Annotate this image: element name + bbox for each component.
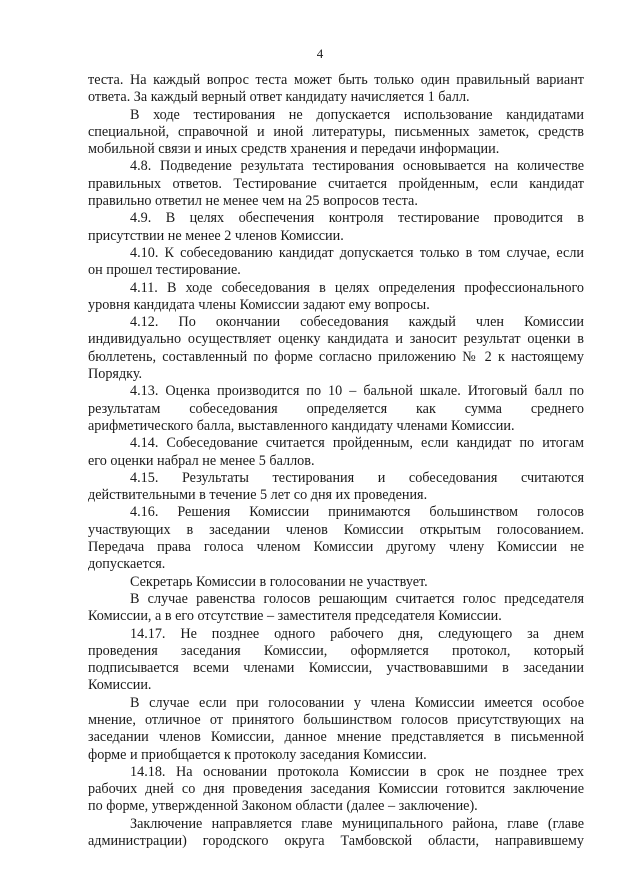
text-line: правильно ответил не менее чем на 25 вопросов теста. bbox=[88, 193, 418, 210]
text-line: В ходе тестирования не допускается использование кандидатами bbox=[130, 106, 584, 123]
text-line: правильных ответов. Тестирование считается пройденным, если кандидат bbox=[88, 175, 584, 192]
text-line: теста. На каждый вопрос теста может быть только один правильный вариант bbox=[88, 72, 584, 88]
text-line: он прошел тестирование. bbox=[88, 262, 241, 279]
text-line: уровня кандидата члены Комиссии задают ему вопросы. bbox=[88, 296, 430, 313]
text-line: 4.12. По окончании собеседования каждый член Комиссии bbox=[130, 314, 584, 331]
text-line: 4.14. Собеседование считается пройденным, если кандидат по итогам bbox=[130, 435, 584, 452]
text-line: Заключение направляется главе муниципального района, главе (главе bbox=[130, 815, 584, 832]
text-line: бюллетень, составленный по форме согласно приложению № 2 к настоящему bbox=[88, 348, 584, 365]
text-line: присутствии не менее 2 членов Комиссии. bbox=[88, 227, 344, 244]
text-line: Секретарь Комиссии в голосовании не участвует. bbox=[130, 573, 428, 590]
text-line: 4.11. В ходе собеседования в целях определения профессионального bbox=[130, 279, 584, 296]
text-line: 14.18. На основании протокола Комиссии в срок не позднее трех bbox=[130, 763, 584, 780]
text-line: рабочих дней со дня проведения заседания Комиссии готовится заключение bbox=[88, 781, 584, 798]
text-line: 4.8. Подведение результата тестирования основывается на количестве bbox=[130, 158, 584, 175]
text-line: его оценки набрал не менее 5 баллов. bbox=[88, 452, 315, 469]
text-line: Комиссии. bbox=[88, 677, 152, 694]
text-line: 4.10. К собеседованию кандидат допускается только в том случае, если bbox=[130, 244, 584, 261]
text-line: мнение, отличное от принятого большинством голосов присутствующих на bbox=[88, 711, 584, 728]
text-line: индивидуально осуществляет оценку кандидата и заносит результат оценки в bbox=[88, 331, 584, 348]
text-line: мобильной связи и иных средств хранения и передачи информации. bbox=[88, 141, 500, 158]
text-line: Передача права голоса членом Комиссии другому члену Комиссии не bbox=[88, 539, 584, 556]
text-line: участвующих в заседании членов Комиссии открытым голосованием. bbox=[88, 521, 584, 538]
text-line: Комиссии, а в его отсутствие – заместителя председателя Комиссии. bbox=[88, 608, 502, 625]
text-line: форме и приобщается к протоколу заседания Комиссии. bbox=[88, 746, 427, 763]
document-body bbox=[88, 72, 584, 850]
text-line: 4.15. Результаты тестирования и собеседования считаются bbox=[130, 469, 584, 486]
text-line: проведения заседания Комиссии, оформляется протокол, который bbox=[88, 642, 584, 659]
page-number: 4 bbox=[316, 46, 324, 61]
text-line: арифметического балла, выставленного кандидату членами Комиссии. bbox=[88, 417, 515, 434]
text-line: администрации) городского округа Тамбовской области, направившему bbox=[88, 833, 584, 850]
text-line: 4.16. Решения Комиссии принимаются большинством голосов bbox=[130, 504, 584, 521]
text-line: результатам собеседования определяется как сумма среднего bbox=[88, 400, 584, 417]
text-line: В случае если при голосовании у члена Комиссии имеется особое bbox=[130, 694, 584, 711]
text-line: Порядку. bbox=[88, 366, 143, 383]
text-line: заседании членов Комиссии, данное мнение представляется в письменной bbox=[88, 729, 584, 746]
text-line: 4.13. Оценка производится по 10 – бальной шкале. Итоговый балл по bbox=[130, 383, 584, 400]
text-line: 14.17. Не позднее одного рабочего дня, следующего за днем bbox=[130, 625, 584, 642]
text-line: действительными в течение 5 лет со дня их проведения. bbox=[88, 487, 428, 504]
text-line: В случае равенства голосов решающим считается голос председателя bbox=[130, 590, 584, 607]
text-line: 4.9. В целях обеспечения контроля тестирование проводится в bbox=[130, 210, 584, 227]
text-line: допускается. bbox=[88, 556, 166, 573]
text-line: подписывается всеми членами Комиссии, участвовавшими в заседании bbox=[88, 660, 584, 677]
text-line: ответа. За каждый верный ответ кандидату начисляется 1 балл. bbox=[88, 89, 470, 106]
text-line: по форме, утвержденной Законом области (далее – заключение). bbox=[88, 798, 478, 815]
text-line: специальной, справочной и иной литературы, письменных заметок, средств bbox=[88, 123, 584, 140]
